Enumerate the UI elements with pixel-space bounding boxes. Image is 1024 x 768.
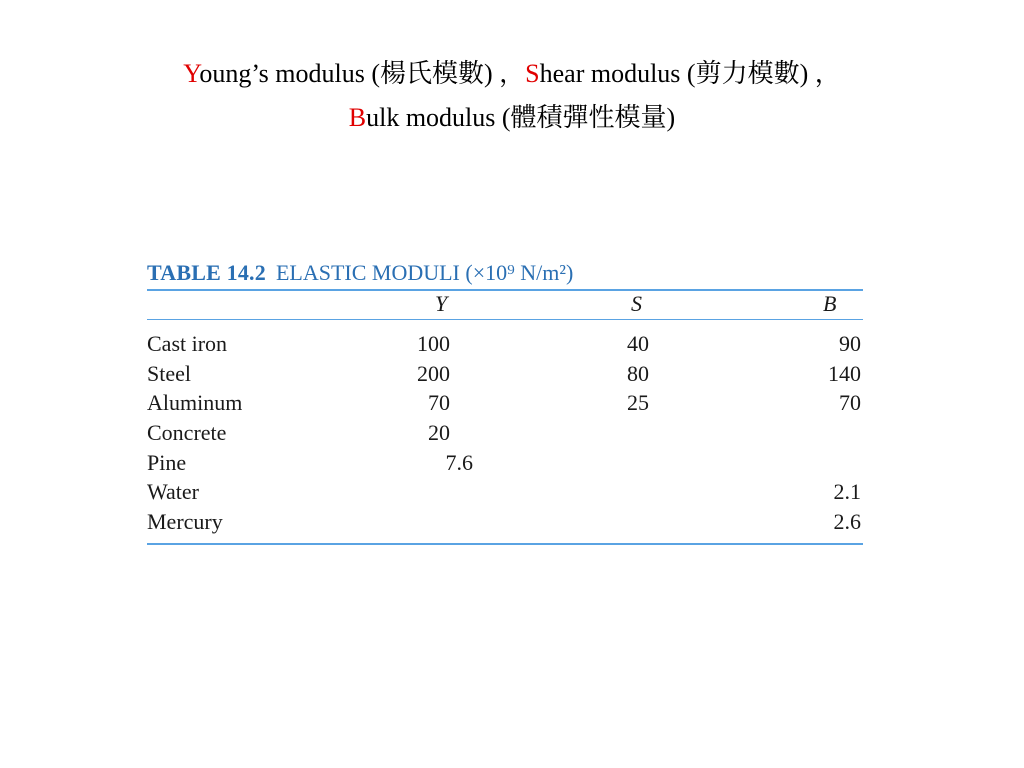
material-name: Water: [147, 479, 199, 505]
bulk-value: 2.6: [833, 509, 861, 535]
material-name: Aluminum: [147, 390, 243, 416]
column-header-s: S: [631, 291, 642, 316]
title-y-letter: Y: [183, 59, 200, 88]
table-bottom-rule: [147, 543, 863, 545]
table-caption-text: ELASTIC MODULI (×10⁹ N/m²): [275, 260, 574, 285]
column-header-b: B: [823, 291, 837, 316]
shear-value: 25: [627, 390, 649, 416]
material-name: Pine: [147, 449, 187, 475]
young-value: 20: [428, 420, 450, 446]
elastic-moduli-table: [147, 257, 863, 545]
table-row: [147, 329, 863, 359]
title-line-2: [0, 96, 1024, 140]
title-young-text: oung’s modulus (楊氏模數) ，: [199, 59, 526, 88]
table-body: [147, 320, 863, 543]
column-header-y: Y: [435, 291, 448, 316]
young-value: 100: [417, 331, 450, 356]
bulk-value: 90: [839, 331, 861, 356]
table-row: [147, 388, 863, 418]
material-name: Concrete: [147, 420, 227, 446]
title-b-letter: B: [348, 103, 367, 132]
young-value: 7.6: [445, 449, 473, 475]
table-row: [147, 418, 863, 448]
young-value: 200: [417, 360, 450, 386]
shear-value: 40: [627, 331, 649, 356]
material-name: Mercury: [147, 509, 223, 535]
bulk-value: 140: [828, 360, 861, 386]
bulk-value: 2.1: [833, 479, 861, 505]
title-s-letter: S: [525, 59, 540, 88]
table-row: [147, 448, 863, 478]
young-value: 70: [428, 390, 450, 416]
material-name: Steel: [147, 360, 191, 386]
table-label: TABLE 14.2: [147, 260, 266, 285]
table-row: [147, 507, 863, 537]
table-row: [147, 359, 863, 389]
table-row: [147, 477, 863, 507]
slide-title: [0, 52, 1024, 140]
title-line-1: [0, 52, 1024, 96]
bulk-value: 70: [839, 390, 861, 416]
material-name: Cast iron: [147, 331, 228, 356]
table-caption: [147, 257, 863, 289]
title-shear-text: hear modulus (剪力模數) ，: [539, 59, 841, 88]
shear-value: 80: [627, 360, 649, 386]
title-bulk-text: ulk modulus (體積彈性模量): [366, 103, 676, 132]
table-header-row: [147, 291, 863, 319]
